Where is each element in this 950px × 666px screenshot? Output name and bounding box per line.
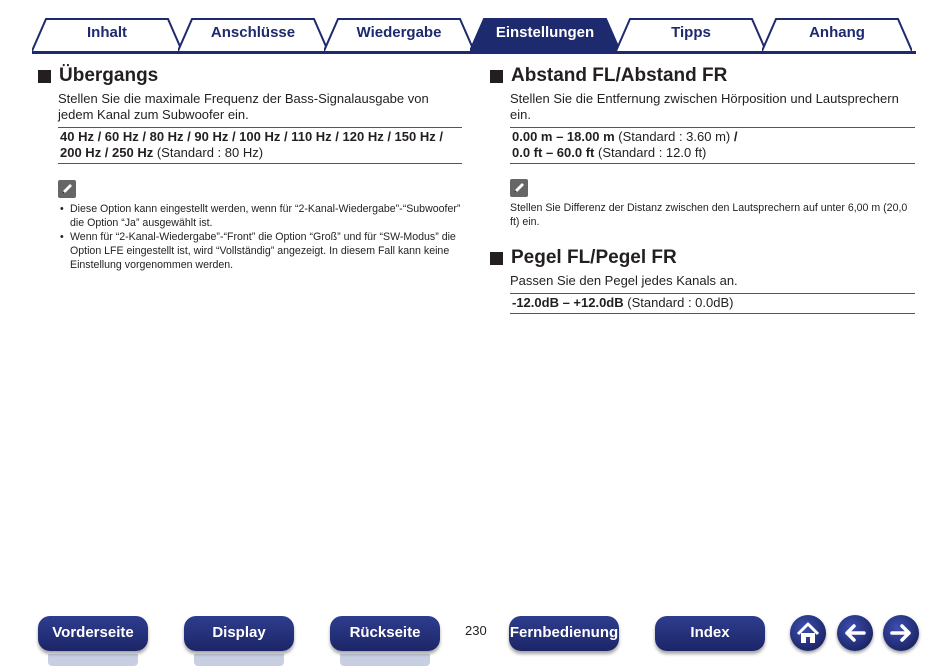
remote-control-button[interactable] — [509, 616, 619, 651]
tab-einstellungen[interactable] — [470, 18, 620, 51]
bullet-square-icon — [38, 70, 51, 83]
tab-anschluesse[interactable] — [178, 18, 328, 51]
section-description: Stellen Sie die maximale Frequenz der Bass-Signalausgabe von jedem Kanal zum Subwoofer ein. — [58, 91, 429, 122]
left-column — [38, 64, 462, 272]
button-tab-shadow — [194, 654, 284, 666]
button-label: Fernbedienung — [509, 624, 619, 641]
section-title-pegel — [490, 246, 915, 270]
section-title-text: Pegel FL/Pegel FR — [511, 247, 677, 268]
note-list — [58, 202, 462, 272]
tab-inhalt[interactable] — [32, 18, 182, 51]
section-title-text: Abstand FL/Abstand FR — [511, 65, 728, 86]
arrow-right-icon — [883, 615, 919, 651]
default-value: (Standard : 12.0 ft) — [594, 145, 707, 160]
pencil-note-icon — [510, 179, 528, 197]
arrow-left-icon — [837, 615, 873, 651]
value-range — [58, 127, 462, 164]
note-item: • Diese Option kann eingestellt werden, wenn für “2-Kanal-Wiedergabe”-“Subwoofer” die Option “Ja” ausgewählt ist. — [58, 202, 462, 230]
value-range-feet: 0.0 ft – 60.0 ft — [512, 145, 595, 160]
rear-panel-button[interactable] — [330, 616, 440, 651]
note-item: • Wenn für “2-Kanal-Wiedergabe”-“Front” die Option “Groß” und für “SW-Modus” die Option LFE eingestellt ist, wird “Vollständig” angezeigt. In diesem Fall kann keine Einstellung vorgenommen werden. — [58, 230, 462, 272]
tab-label: Wiedergabe — [356, 24, 442, 41]
value-options: 40 Hz / 60 Hz / 80 Hz / 90 Hz / 100 Hz / 110 Hz / 120 Hz / 150 Hz / 200 Hz / 250 Hz — [60, 129, 443, 160]
note-text: Stellen Sie Differenz der Distanz zwischen den Lautsprechern auf unter 6,00 m (20,0 ft) ein. — [510, 202, 908, 228]
tab-tipps[interactable] — [616, 18, 766, 51]
value-range-meters: 0.00 m – 18.00 m — [512, 129, 615, 144]
section-description: Passen Sie den Pegel jedes Kanals an. — [510, 273, 738, 288]
section-description: Stellen Sie die Entfernung zwischen Hörposition und Lautsprechern ein. — [510, 91, 899, 122]
tab-bar — [32, 18, 916, 54]
button-tab-shadow — [48, 654, 138, 666]
tab-baseline — [32, 51, 916, 54]
default-value: (Standard : 80 Hz) — [153, 145, 264, 160]
home-icon — [790, 615, 826, 651]
section-title-uebergangs — [38, 64, 462, 88]
tab-wiedergabe[interactable] — [324, 18, 474, 51]
default-value: (Standard : 3.60 m) — [614, 129, 734, 144]
bullet-square-icon — [490, 252, 503, 265]
page-number: 230 — [465, 623, 487, 638]
home-button[interactable] — [790, 615, 826, 651]
button-label: Vorderseite — [52, 624, 134, 641]
section-title-text: Übergangs — [59, 65, 159, 86]
tab-label: Anhang — [809, 24, 865, 41]
display-button[interactable] — [184, 616, 294, 651]
tab-label: Einstellungen — [495, 24, 595, 41]
value-separator: / — [733, 129, 738, 144]
index-button[interactable] — [655, 616, 765, 651]
button-label: Rückseite — [349, 624, 421, 641]
default-value: (Standard : 0.0dB) — [623, 295, 734, 310]
button-tab-shadow — [340, 654, 430, 666]
button-label: Display — [212, 624, 266, 641]
tab-label: Anschlüsse — [210, 24, 296, 41]
back-button[interactable] — [837, 615, 873, 651]
tab-label: Inhalt — [87, 24, 127, 41]
value-options: -12.0dB – +12.0dB — [512, 295, 624, 310]
forward-button[interactable] — [883, 615, 919, 651]
value-range — [510, 127, 915, 164]
bullet-square-icon — [490, 70, 503, 83]
tab-label: Tipps — [671, 24, 711, 41]
front-panel-button[interactable] — [38, 616, 148, 651]
button-label: Index — [690, 624, 730, 641]
section-title-abstand — [490, 64, 915, 88]
tab-anhang[interactable] — [762, 18, 912, 51]
pencil-note-icon — [58, 180, 76, 198]
right-column — [490, 64, 915, 314]
value-range — [510, 293, 915, 314]
